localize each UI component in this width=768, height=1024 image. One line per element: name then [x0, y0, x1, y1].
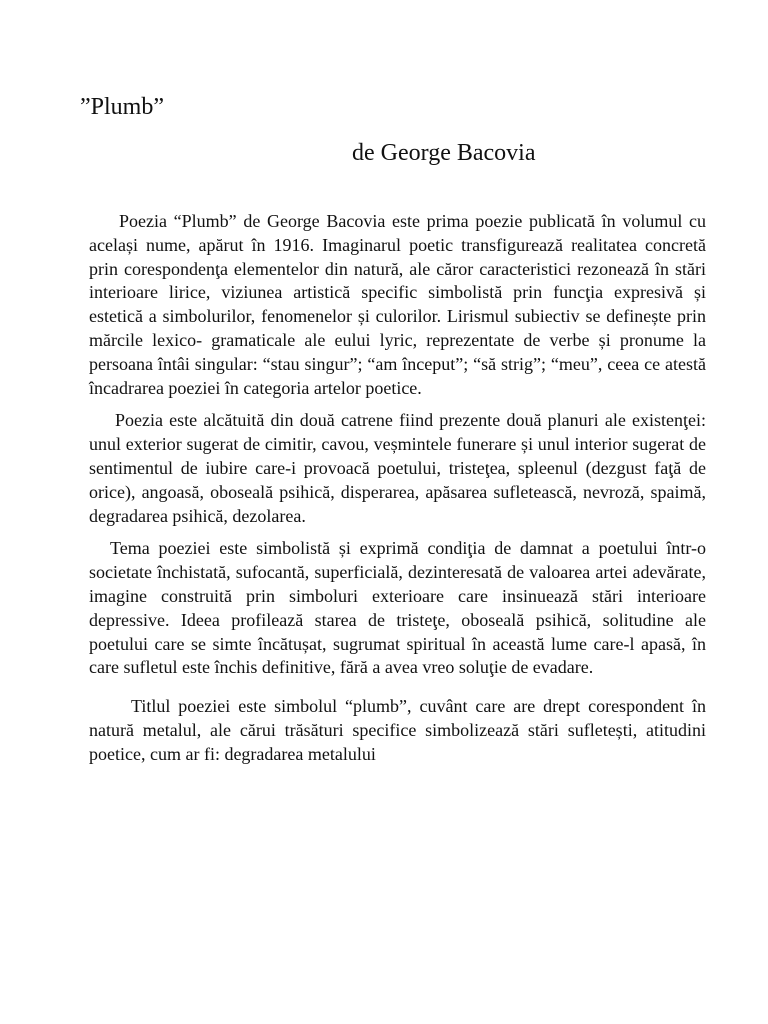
- author-line: de George Bacovia: [352, 140, 536, 166]
- essay-body: [89, 210, 706, 776]
- paragraph-intro: Poezia “Plumb” de George Bacovia este prima poezie publicată în volumul cu același nume, apărut în 1916. Imaginarul poetic transfigurează realitatea concretă prin corespondenţa elementelor din natură, ale căror caracteristici rezonează în stări interioare lirice, viziunea artistică specific simbolistă prin funcţia expresivă și estetică a simbolurilor, fenomenelor și culorilor. Lirismul subiectiv se definește prin mărcile lexico- gramaticale ale eului lyric, reprezentate de verbe și pronume la persoana întâi singular: “stau singur”; “am început”; “să strig”; “meu”, ceea ce atestă încadrarea poeziei în categoria artelor poetice.: [89, 211, 706, 398]
- paragraph-structure: Poezia este alcătuită din două catrene fiind prezente două planuri ale existenţei: unul exterior sugerat de cimitir, cavou, veșmintele funerare și unul interior sugerat de sentimentul de iubire care-i provoacă poetului, tristeţea, spleenul (dezgust faţă de orice), angoasă, oboseală psihică, disperarea, apăsarea sufletească, nevroză, spaimă, degradarea psihică, dezolarea.: [89, 410, 706, 526]
- paragraph-theme: Tema poeziei este simbolistă și exprimă condiţia de damnat a poetului într-o societate închistată, sufocantă, superficială, dezinteresată de valoarea artei adevărate, imagine construită prin simboluri exterioare care insinuează stări interioare depressive. Ideea profilează starea de tristeţe, oboseală psihică, solitudine ale poetului care se simte încătușat, sugrumat spiritual în această lume care-l apasă, în care sufletul este închis definitive, fără a avea vreo soluţie de evadare.: [89, 538, 706, 678]
- paragraph-title-symbol: Titlul poeziei este simbolul “plumb”, cuvânt care are drept corespondent în natură metalul, ale cărui trăsături specifice simbolizează stări sufletești, atitudini poetice, cum ar fi: degradarea metalului: [89, 696, 706, 764]
- poem-title: ”Plumb”: [80, 94, 164, 120]
